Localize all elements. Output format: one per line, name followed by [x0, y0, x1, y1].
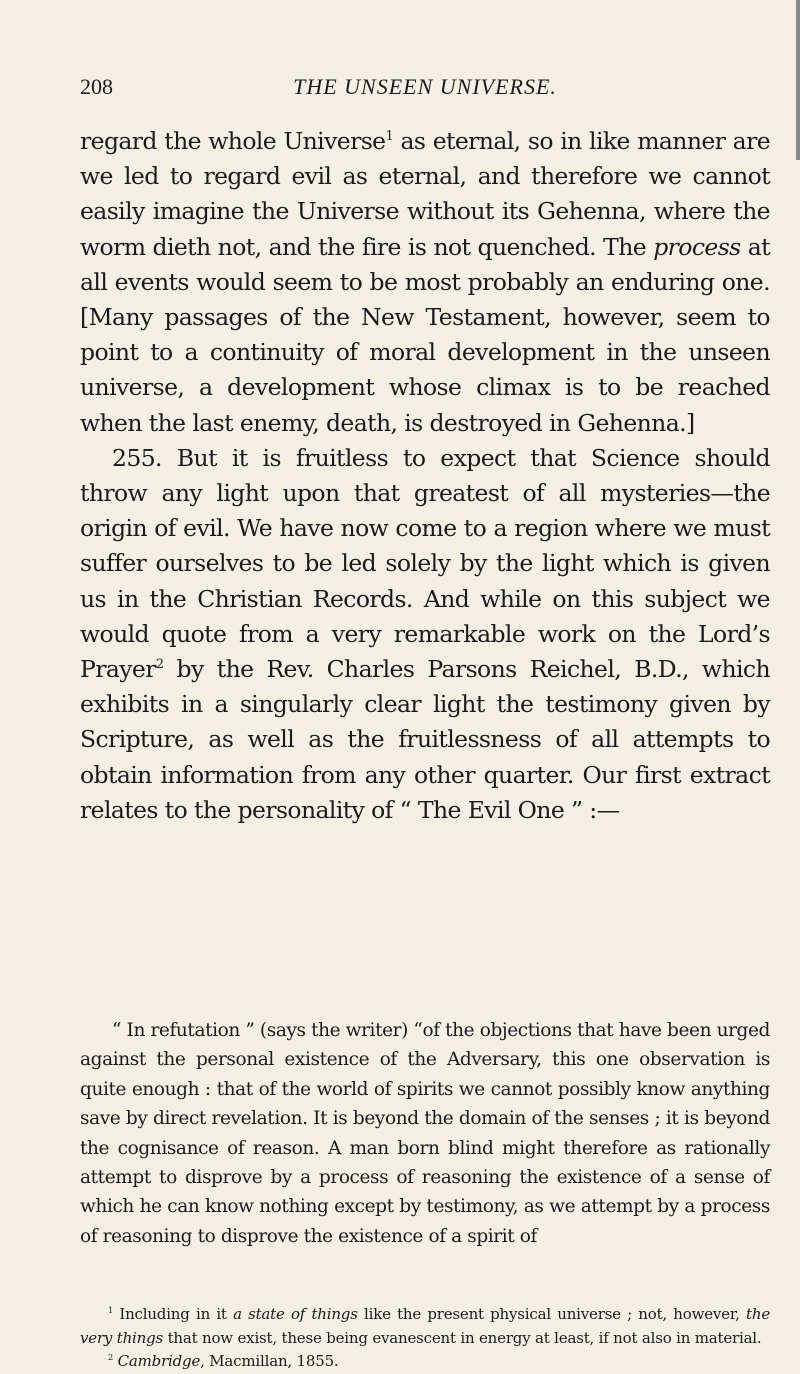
footnote-ref-2: 2	[155, 657, 164, 672]
footnote-2-emphasis: Cambridge	[117, 1352, 201, 1370]
paragraph-255	[80, 441, 770, 828]
footnote-1-emphasis-2: the very things	[80, 1305, 771, 1347]
paragraph-1-text-a: regard the whole Universe	[80, 127, 386, 155]
body-text	[80, 124, 770, 828]
footnote-1	[80, 1303, 770, 1350]
footnote-2-text: , Macmillan, 1855.	[200, 1352, 339, 1370]
footnote-1-emphasis-1: a state of things	[233, 1305, 358, 1323]
footnote-1-text-c: that now exist, these being evanescent in energy at least, if not also in material.	[163, 1328, 762, 1347]
paragraph-255-text-b: by the Rev. Charles Parsons Reichel, B.D., which exhibits in a singularly clear light the testimony given by Scripture, as well as the fruitlessness of all attempts to obtain information from any other quarter. Our first extract relates to the personality of “ The Evil One ” :—	[80, 655, 770, 824]
footnote-2-number: 2	[108, 1352, 114, 1363]
footnote-1-number: 1	[108, 1305, 114, 1316]
footnote-1-text-a: Including in it	[113, 1305, 234, 1323]
paragraph-1	[80, 124, 770, 441]
footnotes	[80, 1303, 770, 1374]
quote-text: “ In refutation ” (says the writer) “of the objections that have been urged against the personal existence of the Adversary, this one observation is quite enough : that of the world of spirits we cannot possibly know anything save by direct revelation. It is beyond the domain of the senses ; it is beyond the cognisance of reason. A man born blind might therefore as rationally attempt to disprove by a process of reasoning the existence of a sense of which he can know nothing except by testimony, as we attempt by a process of reasoning to disprove the existence of a spirit of	[80, 1020, 770, 1247]
paragraph-1-emphasis: process	[653, 232, 741, 261]
running-title: THE UNSEEN UNIVERSE.	[293, 74, 557, 99]
paragraph-255-text-a: 255. But it is fruitless to expect that Science should throw any light upon that greatest of all mysteries—the origin of evil. We have now come to a region where we must suffer ourselves to be led solely by the light which is given us in the Christian Records. And while on this subject we would quote from a very remarkable work on the Lord’s Prayer	[80, 443, 770, 684]
footnote-ref-1: 1	[385, 128, 394, 144]
paragraph-1-text-b: as eternal, so in like manner are we led to regard evil as eternal, and therefore we cannot easily imagine the Universe without its Gehenna, where the worm dieth not, and the fire is not quenched. The	[80, 127, 771, 261]
footnote-1-text-b: like the present physical universe ; not, however,	[357, 1305, 747, 1323]
page-number: 208	[80, 74, 113, 99]
page-edge-shadow	[796, 0, 800, 160]
footnote-2	[80, 1350, 770, 1374]
running-head	[80, 74, 770, 106]
paragraph-1-text-c: at all events would seem to be most probably an enduring one. [Many passages of the New Testament, however, seem to point to a continuity of moral development in the unseen universe, a development whose climax is to be reached when the last enemy, death, is destroyed in Gehenna.]	[80, 232, 770, 437]
block-quote	[80, 1016, 770, 1251]
